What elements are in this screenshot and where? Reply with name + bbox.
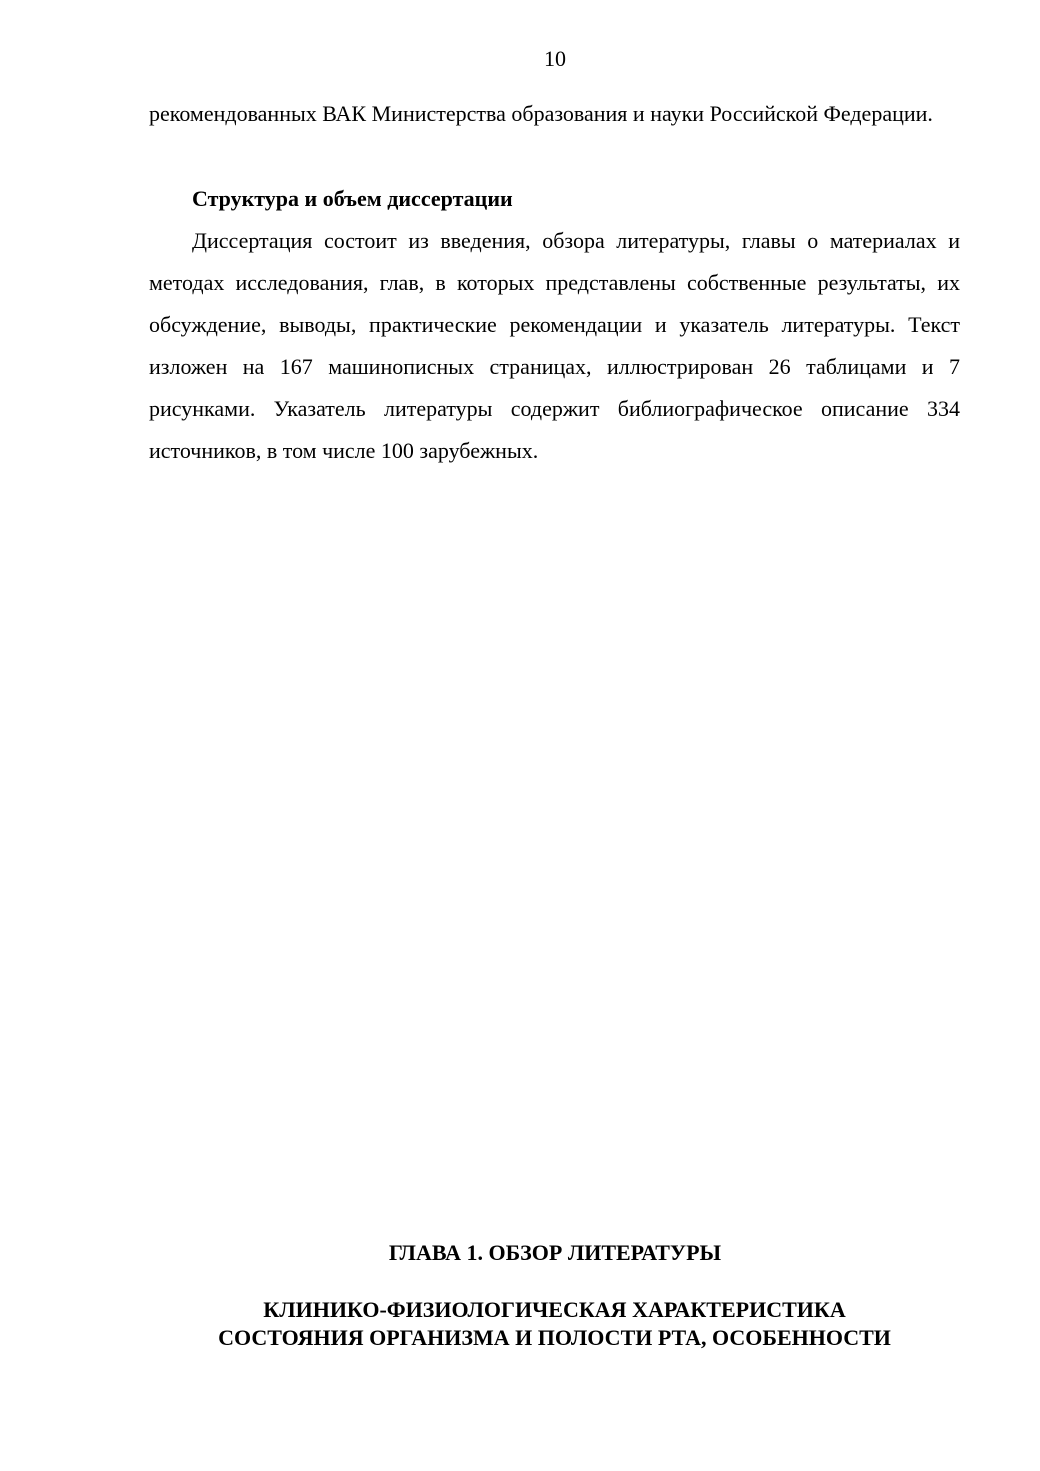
continued-paragraph: рекомендованных ВАК Министерства образования и науки Российской Федерации.	[149, 101, 933, 126]
chapter-subtitle	[149, 1296, 960, 1352]
section-paragraph: Диссертация состоит из введения, обзора литературы, главы о материалах и методах исследования, глав, в которых представлены собственные результаты, их обсуждение, выводы, практические рекомендации и указатель литературы. Текст изложен на 167 машинописных страницах, иллюстрирован 26 таблицами и 7 рисунками. Указатель литературы содержит библиографическое описание 334 источников, в том числе 100 зарубежных.	[149, 228, 960, 463]
page-number: 10	[544, 46, 566, 71]
chapter-title: ГЛАВА 1. ОБЗОР ЛИТЕРАТУРЫ	[388, 1240, 722, 1265]
chapter-subtitle-line-1: КЛИНИКО-ФИЗИОЛОГИЧЕСКАЯ ХАРАКТЕРИСТИКА	[263, 1297, 846, 1322]
section-heading: Структура и объем диссертации	[192, 186, 513, 211]
chapter-subtitle-line-2: СОСТОЯНИЯ ОРГАНИЗМА И ПОЛОСТИ РТА, ОСОБЕННОСТИ	[218, 1325, 891, 1350]
